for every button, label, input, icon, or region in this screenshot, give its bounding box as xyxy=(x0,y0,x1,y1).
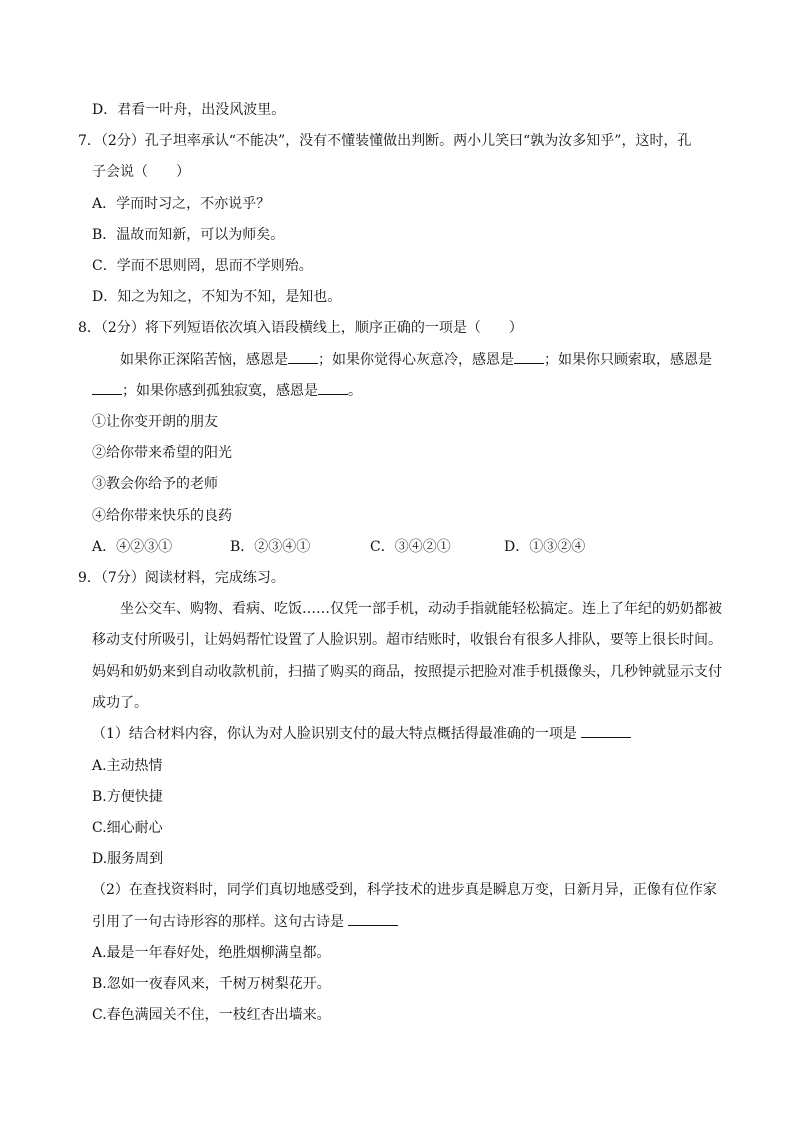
q9-sub1-option-c: C.细心耐心 xyxy=(92,820,163,836)
q8-phrase-4: ④给你带来快乐的良药 xyxy=(92,508,232,524)
q8-passage-text: 如果你正深陷苦恼，感恩是 xyxy=(120,352,288,368)
q7-stem-line1: 7．（2分）孔子坦率承认“不能决”，没有不懂装懂做出判断。两小儿笑曰“孰为汝多知乎”，这时，孔 xyxy=(78,133,692,149)
q9-material-line4: 成功了。 xyxy=(92,695,148,711)
q9-material-line2: 移动支付所吸引，让妈妈帮忙设置了人脸识别。超市结账时，收银台有很多人排队，要等上很长时间。 xyxy=(92,632,722,648)
q8-choice-d: D．①③②④ xyxy=(504,539,586,555)
q9-sub2-option-a: A.最是一年春好处，绝胜烟柳满皇都。 xyxy=(92,945,331,961)
q8-passage-line2 xyxy=(92,381,794,401)
q9-sub2-stem: 引用了一句古诗形容的那样。这句古诗是 xyxy=(92,914,344,930)
q9-material-line1: 坐公交车、购物、看病、吃饭……仅凭一部手机，动动手指就能轻松搞定。连上了年纪的奶奶都被 xyxy=(120,601,722,617)
q8-passage-text: ；如果你觉得心灰意冷，感恩是 xyxy=(318,352,514,368)
q6-option-d: D．君看一叶舟，出没风波里。 xyxy=(92,102,286,118)
q9-sub1-stem: （1）结合材料内容，你认为对人脸识别支付的最大特点概括得最准确的一项是 xyxy=(92,726,577,742)
answer-blank xyxy=(514,363,544,364)
q8-choice-a: A．④②③① xyxy=(92,539,173,555)
q9-sub1-option-d: D.服务周到 xyxy=(92,851,164,867)
q7-option-a: A．学而时习之，不亦说乎？ xyxy=(92,196,271,212)
q7-option-c: C．学而不思则罔，思而不学则殆。 xyxy=(92,258,313,274)
q9-sub2-stem-line2 xyxy=(92,912,794,932)
answer-blank xyxy=(581,737,631,738)
q8-passage-text: 。 xyxy=(348,383,362,399)
q9-sub2-option-b: B.忽如一夜春风来，千树万树梨花开。 xyxy=(92,976,331,992)
q8-choice-c: C．③④②① xyxy=(370,539,451,555)
q9-sub2-option-c: C.春色满园关不住，一枝红杏出墙来。 xyxy=(92,1007,331,1023)
q9-sub1-stem-line xyxy=(92,724,794,744)
q9-sub1-option-a: A.主动热情 xyxy=(92,758,163,774)
answer-blank xyxy=(318,394,348,395)
q8-phrase-1: ①让你变开朗的朋友 xyxy=(92,414,218,430)
q8-phrase-2: ②给你带来希望的阳光 xyxy=(92,445,232,461)
q9-stem: 9．（7分）阅读材料，完成练习。 xyxy=(78,570,285,586)
answer-blank xyxy=(348,925,398,926)
q8-choice-b: B．②③④① xyxy=(230,539,311,555)
answer-blank xyxy=(92,394,122,395)
q9-sub1-option-b: B.方便快捷 xyxy=(92,789,163,805)
q9-sub2-stem-line1: （2）在查找资料时，同学们真切地感受到，科学技术的进步真是瞬息万变，日新月异，正像有位作家 xyxy=(92,882,717,898)
q7-option-d: D．知之为知之，不知为不知，是知也。 xyxy=(92,289,342,305)
answer-blank xyxy=(288,363,318,364)
q9-material-line3: 妈妈和奶奶来到自动收款机前，扫描了购买的商品，按照提示把脸对准手机摄像头，几秒钟就显示支付 xyxy=(92,664,722,680)
q8-passage-line1 xyxy=(120,350,794,370)
q8-phrase-3: ③教会你给予的老师 xyxy=(92,476,218,492)
q8-choices xyxy=(92,537,585,557)
q7-stem-line2: 子会说（ ） xyxy=(92,164,190,180)
q7-option-b: B．温故而知新，可以为师矣。 xyxy=(92,227,285,243)
q8-passage-text: ；如果你只顾索取，感恩是 xyxy=(544,352,712,368)
q8-passage-text: ；如果你感到孤独寂寞，感恩是 xyxy=(122,383,318,399)
q8-stem: 8．（2分）将下列短语依次填入语段横线上，顺序正确的一项是（ ） xyxy=(78,320,523,336)
